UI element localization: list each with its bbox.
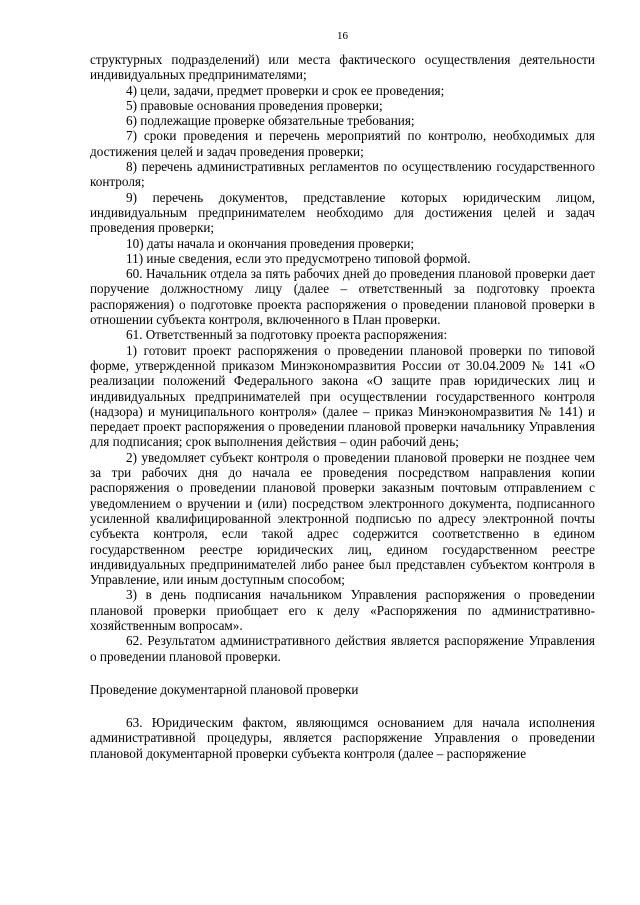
paragraph: 2) уведомляет субъект контроля о проведении плановой проверки не позднее чем за три рабочих дня до начала ее проведения посредством направления копии распоряжения о проведении плановой проверки заказным почтовым отправлением с уведомлением о вручении и (или) посредством электронного документа, подписанного усиленной квалифицированной электронной подписью по адресу электронной почты субъекта контроля, если такой адрес содержится соответственно в едином государственном реестре юридических лиц, едином государственном реестре индивидуальных предпринимателей либо ранее был представлен субъектом контроля в Управление, или иным доступным способом;	[90, 449, 595, 588]
paragraph: структурных подразделений) или места фактического осуществления деятельности индивидуальных предпринимателями;	[90, 52, 595, 83]
document-body	[90, 52, 595, 761]
section-heading: Проведение документарной плановой проверки	[90, 681, 359, 697]
paragraph: 60. Начальник отдела за пять рабочих дней до проведения плановой проверки дает поручение должностному лицу (далее – ответственный за подготовку проекта распоряжения) о подготовке проекта распоряжения о проведении плановой проверки в отношении субъекта контроля, включенного в План проверки.	[90, 266, 595, 328]
page-number: 16	[337, 30, 348, 42]
paragraph: 3) в день подписания начальником Управления распоряжения о проведении плановой проверки приобщает его к делу «Распоряжения по административно-хозяйственным вопросам».	[90, 587, 595, 633]
paragraph: 9) перечень документов, представление которых юридическим лицом, индивидуальным предпринимателем необходимо для достижения целей и задач проведения проверки;	[90, 189, 595, 236]
paragraph: 8) перечень административных регламентов по осуществлению государственного контроля;	[90, 159, 595, 190]
paragraph: 62. Результатом административного действия является распоряжение Управления о проведении плановой проверки.	[90, 633, 595, 664]
paragraph: 4) цели, задачи, предмет проверки и срок ее проведения;	[126, 82, 445, 98]
paragraph: 11) иные сведения, если это предусмотрено типовой формой.	[126, 250, 471, 266]
paragraph: 63. Юридическим фактом, являющимся основанием для начала исполнения административной процедуры, является распоряжение Управления о проведении плановой документарной проверки субъекта контроля (далее – распоряжение	[90, 715, 595, 761]
paragraph: 5) правовые основания проведения проверки;	[126, 97, 383, 113]
paragraph: 6) подлежащие проверке обязательные требования;	[126, 113, 415, 129]
paragraph: 7) сроки проведения и перечень мероприятий по контролю, необходимых для достижения целей и задач проведения проверки;	[90, 128, 595, 159]
paragraph: 10) даты начала и окончания проведения проверки;	[126, 235, 415, 251]
paragraph: 61. Ответственный за подготовку проекта распоряжения:	[126, 327, 448, 343]
paragraph: 1) готовит проект распоряжения о проведении плановой проверки по типовой форме, утвержденной приказом Минэкономразвития России от 30.04.2009 № 141 «О реализации положений Федерального закона «О защите прав юридических лиц и индивидуальных предпринимателей при осуществлении государственного контроля (надзора) и муниципального контроля» (далее – приказ Минэкономразвития № 141) и передает проект распоряжения о проведении плановой проверки начальнику Управления для подписания; срок выполнения действия – один рабочий день;	[90, 342, 595, 450]
